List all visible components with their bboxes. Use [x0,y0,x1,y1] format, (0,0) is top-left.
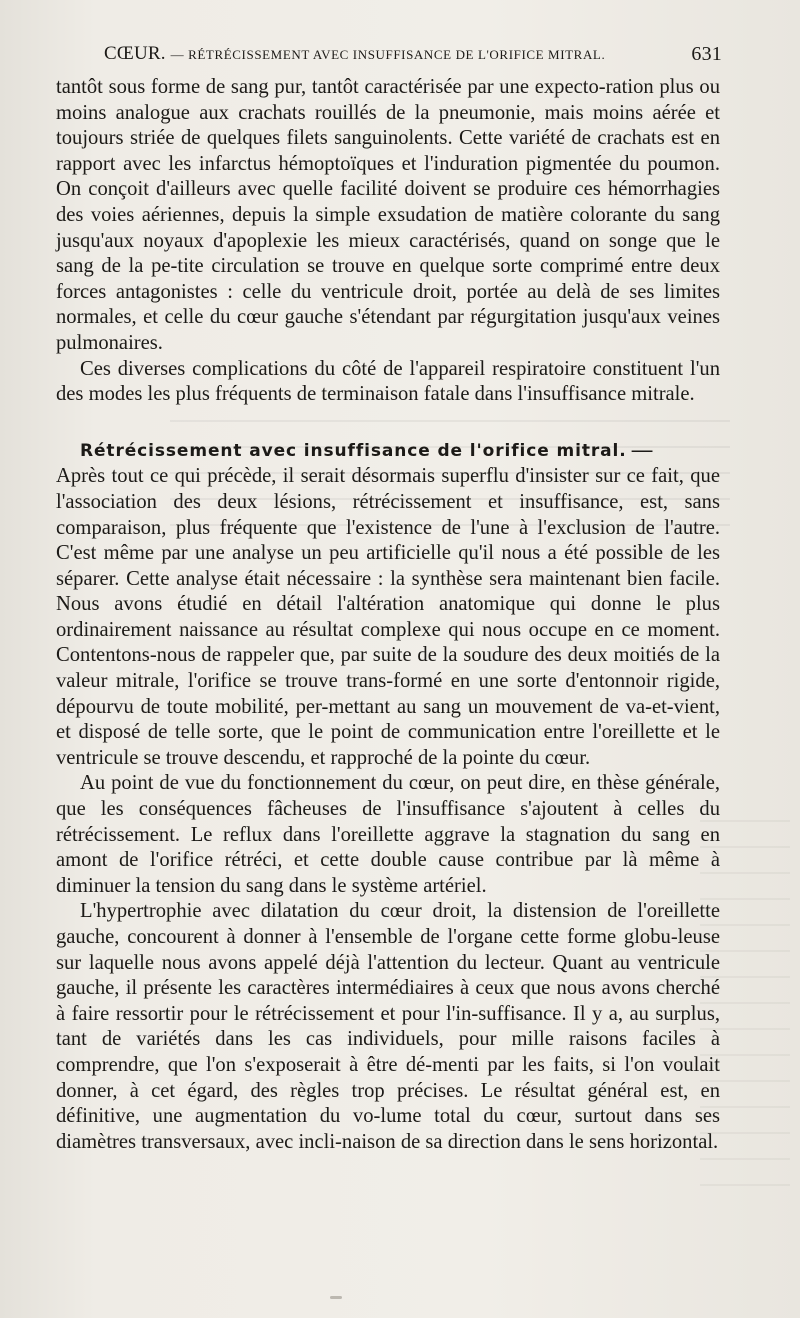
header-title: CŒUR. [104,43,166,64]
page-number: 631 [691,43,722,65]
header-left [104,40,605,69]
paragraph: Après tout ce qui précède, il serait désormais superflu d'insister sur ce fait, que l'association des deux lésions, rétrécissement et insuffisance, est, sans comparaison, plus fréquente que l'existence de l'une à l'exclusion de l'autre. C'est même par une analyse un peu artificielle qu'il nous a été possible de les séparer. Cette analyse était nécessaire : la synthèse sera maintenant bien facile. Nous avons étudié en détail l'altération anatomique qui donne le plus ordinairement naissance au résultat complexe qui nous occupe en ce moment. Contentons-nous de rappeler que, par suite de la soudure des deux moitiés de la valeur mitrale, l'orifice se trouve trans-formé en une sorte d'entonnoir rigide, dépourvu de toute mobilité, per-mettant au sang un mouvement de va-et-vient, et disposé de telle sorte, que le point de communication entre l'oreillette et le ventricule se trouve descendu, et rapproché de la pointe du cœur. [56,465,720,769]
body-text [56,75,720,1155]
paragraph: tantôt sous forme de sang pur, tantôt caractérisée par une expecto-ration plus ou moins analogue aux crachats rouillés de la pneumonie, mais moins aérée et toujours striée de quelques filets sanguinolents. Cette variété de crachats est en rapport avec les infarctus hémoptoïques et l'induration pigmentée du poumon. On conçoit d'ailleurs avec quelle facilité doivent se produire ces hémorrhagies des voies aériennes, depuis la simple exsudation de matière colorante du sang jusqu'aux noyaux d'apoplexie les mieux caractérisés, quand on songe que le sang de la pe-tite circulation se trouve en quelque sorte comprimé entre deux forces antagonistes : celle du ventricule droit, portée au delà de ses limites normales, et celle du cœur gauche s'étendant par régurgitation jusqu'aux veines pulmonaires. [56,76,720,354]
running-header [104,40,724,68]
section-gap [56,408,720,438]
paragraph: Ces diverses complications du côté de l'appareil respiratoire constituent l'un des modes les plus fréquents de terminaison fatale dans l'insuffisance mitrale. [56,357,720,406]
paragraph: Au point de vue du fonctionnement du cœur, on peut dire, en thèse générale, que les conséquences fâcheuses de l'insuffisance s'ajoutent à celles du rétrécissement. Le reflux dans l'oreillette aggrave la stagnation du sang en amont de l'orifice rétréci, et cette double cause contribue par là même à diminuer la tension du sang dans le système artériel. [56,772,720,897]
section-heading [56,438,720,465]
section-title: Rétrécissement avec insuffisance de l'orifice mitral. [80,440,627,461]
section-dash: — [631,438,653,461]
ink-mark [330,1296,342,1299]
paragraph: L'hypertrophie avec dilatation du cœur droit, la distension de l'oreillette gauche, concourent à donner à l'ensemble de l'organe cette forme globu-leuse sur laquelle nous avons appelé déjà l'attention du lecteur. Quant au ventricule gauche, il présente les caractères intermédiaires à ceux que nous avons cherché à faire ressortir pour le rétrécissement et pour l'in-suffisance. Il y a, au surplus, tant de variétés dans les cas individuels, pour mille raisons faciles à comprendre, que l'on s'exposerait à être dé-menti par les faits, si l'on voulait donner, à cet égard, des règles trop précises. Le résultat général est, en définitive, une augmentation du vo-lume total du cœur, surtout dans ses diamètres transversaux, avec incli-naison de sa direction dans le sens horizontal. [56,900,720,1153]
header-subtitle: — RÉTRÉCISSEMENT AVEC INSUFFISANCE DE L'ORIFICE MITRAL. [170,47,606,62]
